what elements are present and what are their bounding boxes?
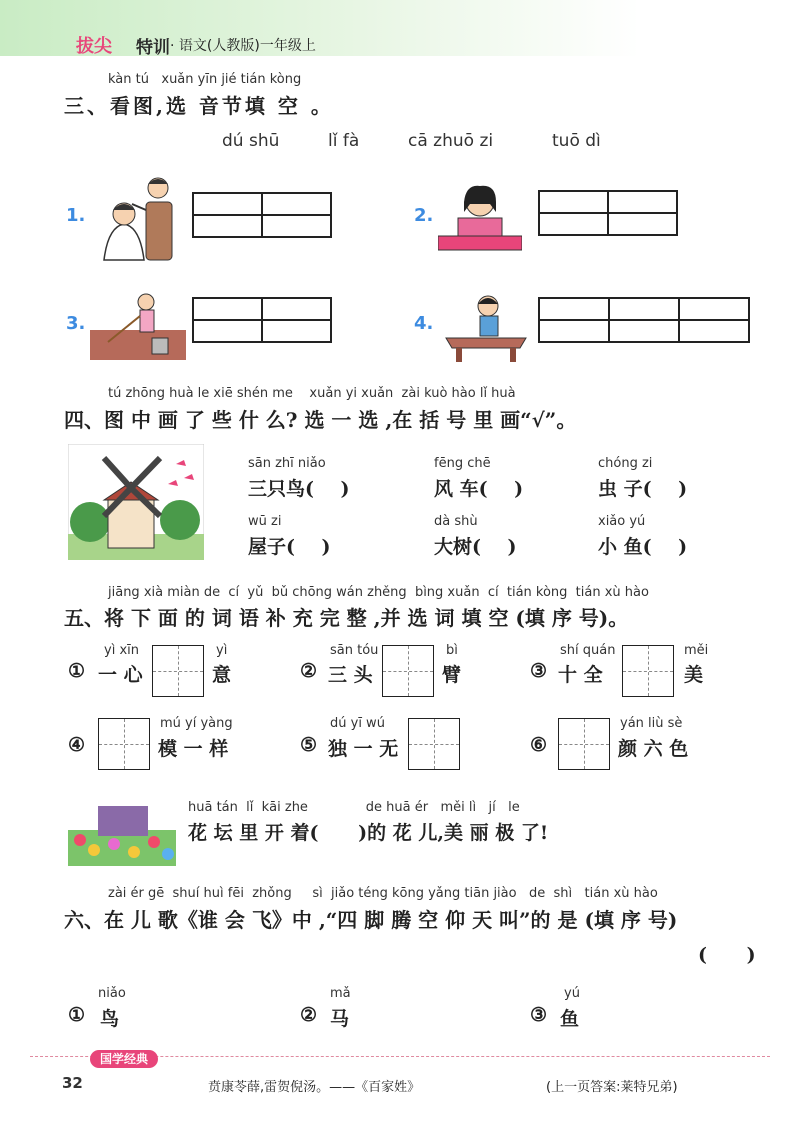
choice-2-text: 马 xyxy=(330,1008,350,1030)
choice-1-number: ① xyxy=(68,1004,86,1026)
brand-title-2: 特训 xyxy=(136,38,170,58)
flower-bed-image xyxy=(68,800,176,866)
footer-prev-answer: (上一页答案:莱特兄弟) xyxy=(546,1080,678,1095)
s4-item-5-pinyin: dà shù xyxy=(434,514,478,529)
idiom-5-pinyin: dú yī wú xyxy=(330,716,385,731)
idiom-3-number: ③ xyxy=(530,660,548,682)
idiom-1-number: ① xyxy=(68,660,86,682)
s3-pinyin: kàn tú xuǎn yīn jié tián kòng xyxy=(108,72,302,87)
s3-option-3: cā zhuō zi xyxy=(408,131,494,151)
mopping-image xyxy=(90,290,186,362)
s6-answer-blank[interactable]: ( ) xyxy=(698,944,756,966)
s4-item-6-pinyin: xiǎo yú xyxy=(598,514,646,529)
idiom-4-box[interactable] xyxy=(98,718,150,770)
s5-pinyin: jiāng xià miàn de cí yǔ bǔ chōng wán zhěng bìng xuǎn cí tián kòng tián xù hào xyxy=(108,585,649,600)
s4-pinyin: tú zhōng huà le xiē shén me xuǎn yi xuǎn zài kuò hào lǐ huà xyxy=(108,386,516,401)
s5-fill-sentence[interactable]: 花 坛 里 开 着( )的 花 儿,美 丽 极 了! xyxy=(188,822,549,844)
idiom-1-pinyin-b: yì xyxy=(216,643,228,658)
s3-num-4: 4. xyxy=(414,313,434,334)
choice-3-number: ③ xyxy=(530,1004,548,1026)
s5-fill-pinyin: huā tán lǐ kāi zhe de huā ér měi lì jí le xyxy=(188,800,520,815)
choice-3-text: 鱼 xyxy=(560,1008,580,1030)
idiom-1-box[interactable] xyxy=(152,645,204,697)
idiom-1-text-b: 意 xyxy=(212,664,232,686)
windmill-scene-image xyxy=(68,444,204,560)
s4-title: 四、图 中 画 了 些 什 么? 选 一 选 ,在 括 号 里 画“√”。 xyxy=(64,408,577,432)
brand-title: 拔尖 xyxy=(76,36,112,57)
answer-grid-2[interactable] xyxy=(538,190,678,236)
subject-label: · 语文(人教版)一年级上 xyxy=(170,38,316,54)
s4-item-6[interactable]: 小 鱼( ) xyxy=(598,536,688,558)
choice-3-pinyin: yú xyxy=(564,986,580,1001)
idiom-2-text-b: 臂 xyxy=(442,664,462,686)
idiom-4-pinyin: mú yí yàng xyxy=(160,716,233,731)
s3-num-2: 2. xyxy=(414,205,434,226)
idiom-3-pinyin-a: shí quán xyxy=(560,643,616,658)
reading-image xyxy=(438,182,522,254)
s4-item-2[interactable]: 风 车( ) xyxy=(434,478,524,500)
footer-tag: 国学经典 xyxy=(90,1050,158,1068)
s4-item-4[interactable]: 屋子( ) xyxy=(248,536,331,558)
s6-pinyin: zài ér gē shuí huì fēi zhǒng sì jiǎo téng kōng yǎng tiān jiào de shì tián xù hào xyxy=(108,886,658,901)
idiom-2-pinyin-b: bì xyxy=(446,643,458,658)
idiom-5-text: 独 一 无 xyxy=(328,738,399,760)
idiom-2-text-a: 三 头 xyxy=(328,664,373,686)
choice-1-pinyin: niǎo xyxy=(98,986,126,1001)
s4-item-5[interactable]: 大树( ) xyxy=(434,536,517,558)
s5-title: 五、将 下 面 的 词 语 补 充 完 整 ,并 选 词 填 空 (填 序 号)。 xyxy=(64,606,629,630)
footer-quote: 贲康苓薛,雷贺倪汤。——《百家姓》 xyxy=(208,1080,421,1095)
header-band xyxy=(0,0,800,56)
idiom-2-box[interactable] xyxy=(382,645,434,697)
idiom-2-pinyin-a: sān tóu xyxy=(330,643,379,658)
answer-grid-1[interactable] xyxy=(192,192,332,238)
idiom-5-box[interactable] xyxy=(408,718,460,770)
choice-2-pinyin: mǎ xyxy=(330,986,351,1001)
s4-item-1-pinyin: sān zhī niǎo xyxy=(248,456,326,471)
idiom-1-pinyin-a: yì xīn xyxy=(104,643,139,658)
idiom-6-number: ⑥ xyxy=(530,734,548,756)
wiping-image xyxy=(440,292,530,364)
idiom-1-text-a: 一 心 xyxy=(98,664,143,686)
idiom-3-box[interactable] xyxy=(622,645,674,697)
idiom-4-text: 模 一 样 xyxy=(158,738,229,760)
idiom-4-number: ④ xyxy=(68,734,86,756)
s3-option-1: dú shū xyxy=(222,131,280,151)
s3-num-1: 1. xyxy=(66,205,86,226)
choice-1-text: 鸟 xyxy=(100,1008,120,1030)
s4-item-3-pinyin: chóng zi xyxy=(598,456,653,471)
idiom-3-pinyin-b: měi xyxy=(684,643,709,658)
idiom-2-number: ② xyxy=(300,660,318,682)
haircut-image xyxy=(94,172,190,262)
s4-item-4-pinyin: wū zi xyxy=(248,514,282,529)
s4-item-3[interactable]: 虫 子( ) xyxy=(598,478,688,500)
idiom-6-text: 颜 六 色 xyxy=(618,738,689,760)
page-number: 32 xyxy=(62,1074,83,1092)
idiom-3-text-b: 美 xyxy=(684,664,704,686)
answer-grid-4[interactable] xyxy=(538,297,750,343)
s3-option-4: tuō dì xyxy=(552,131,601,151)
s4-item-2-pinyin: fēng chē xyxy=(434,456,491,471)
answer-grid-3[interactable] xyxy=(192,297,332,343)
idiom-6-box[interactable] xyxy=(558,718,610,770)
s4-item-1[interactable]: 三只鸟( ) xyxy=(248,478,350,500)
idiom-6-pinyin: yán liù sè xyxy=(620,716,683,731)
choice-2-number: ② xyxy=(300,1004,318,1026)
idiom-3-text-a: 十 全 xyxy=(558,664,603,686)
s3-title: 三、看图,选 音节填 空 。 xyxy=(64,94,334,118)
s3-option-2: lǐ fà xyxy=(328,131,360,151)
s6-title: 六、在 儿 歌《谁 会 飞》中 ,“四 脚 腾 空 仰 天 叫”的 是 (填 序 号) xyxy=(64,908,678,932)
s3-num-3: 3. xyxy=(66,313,86,334)
idiom-5-number: ⑤ xyxy=(300,734,318,756)
